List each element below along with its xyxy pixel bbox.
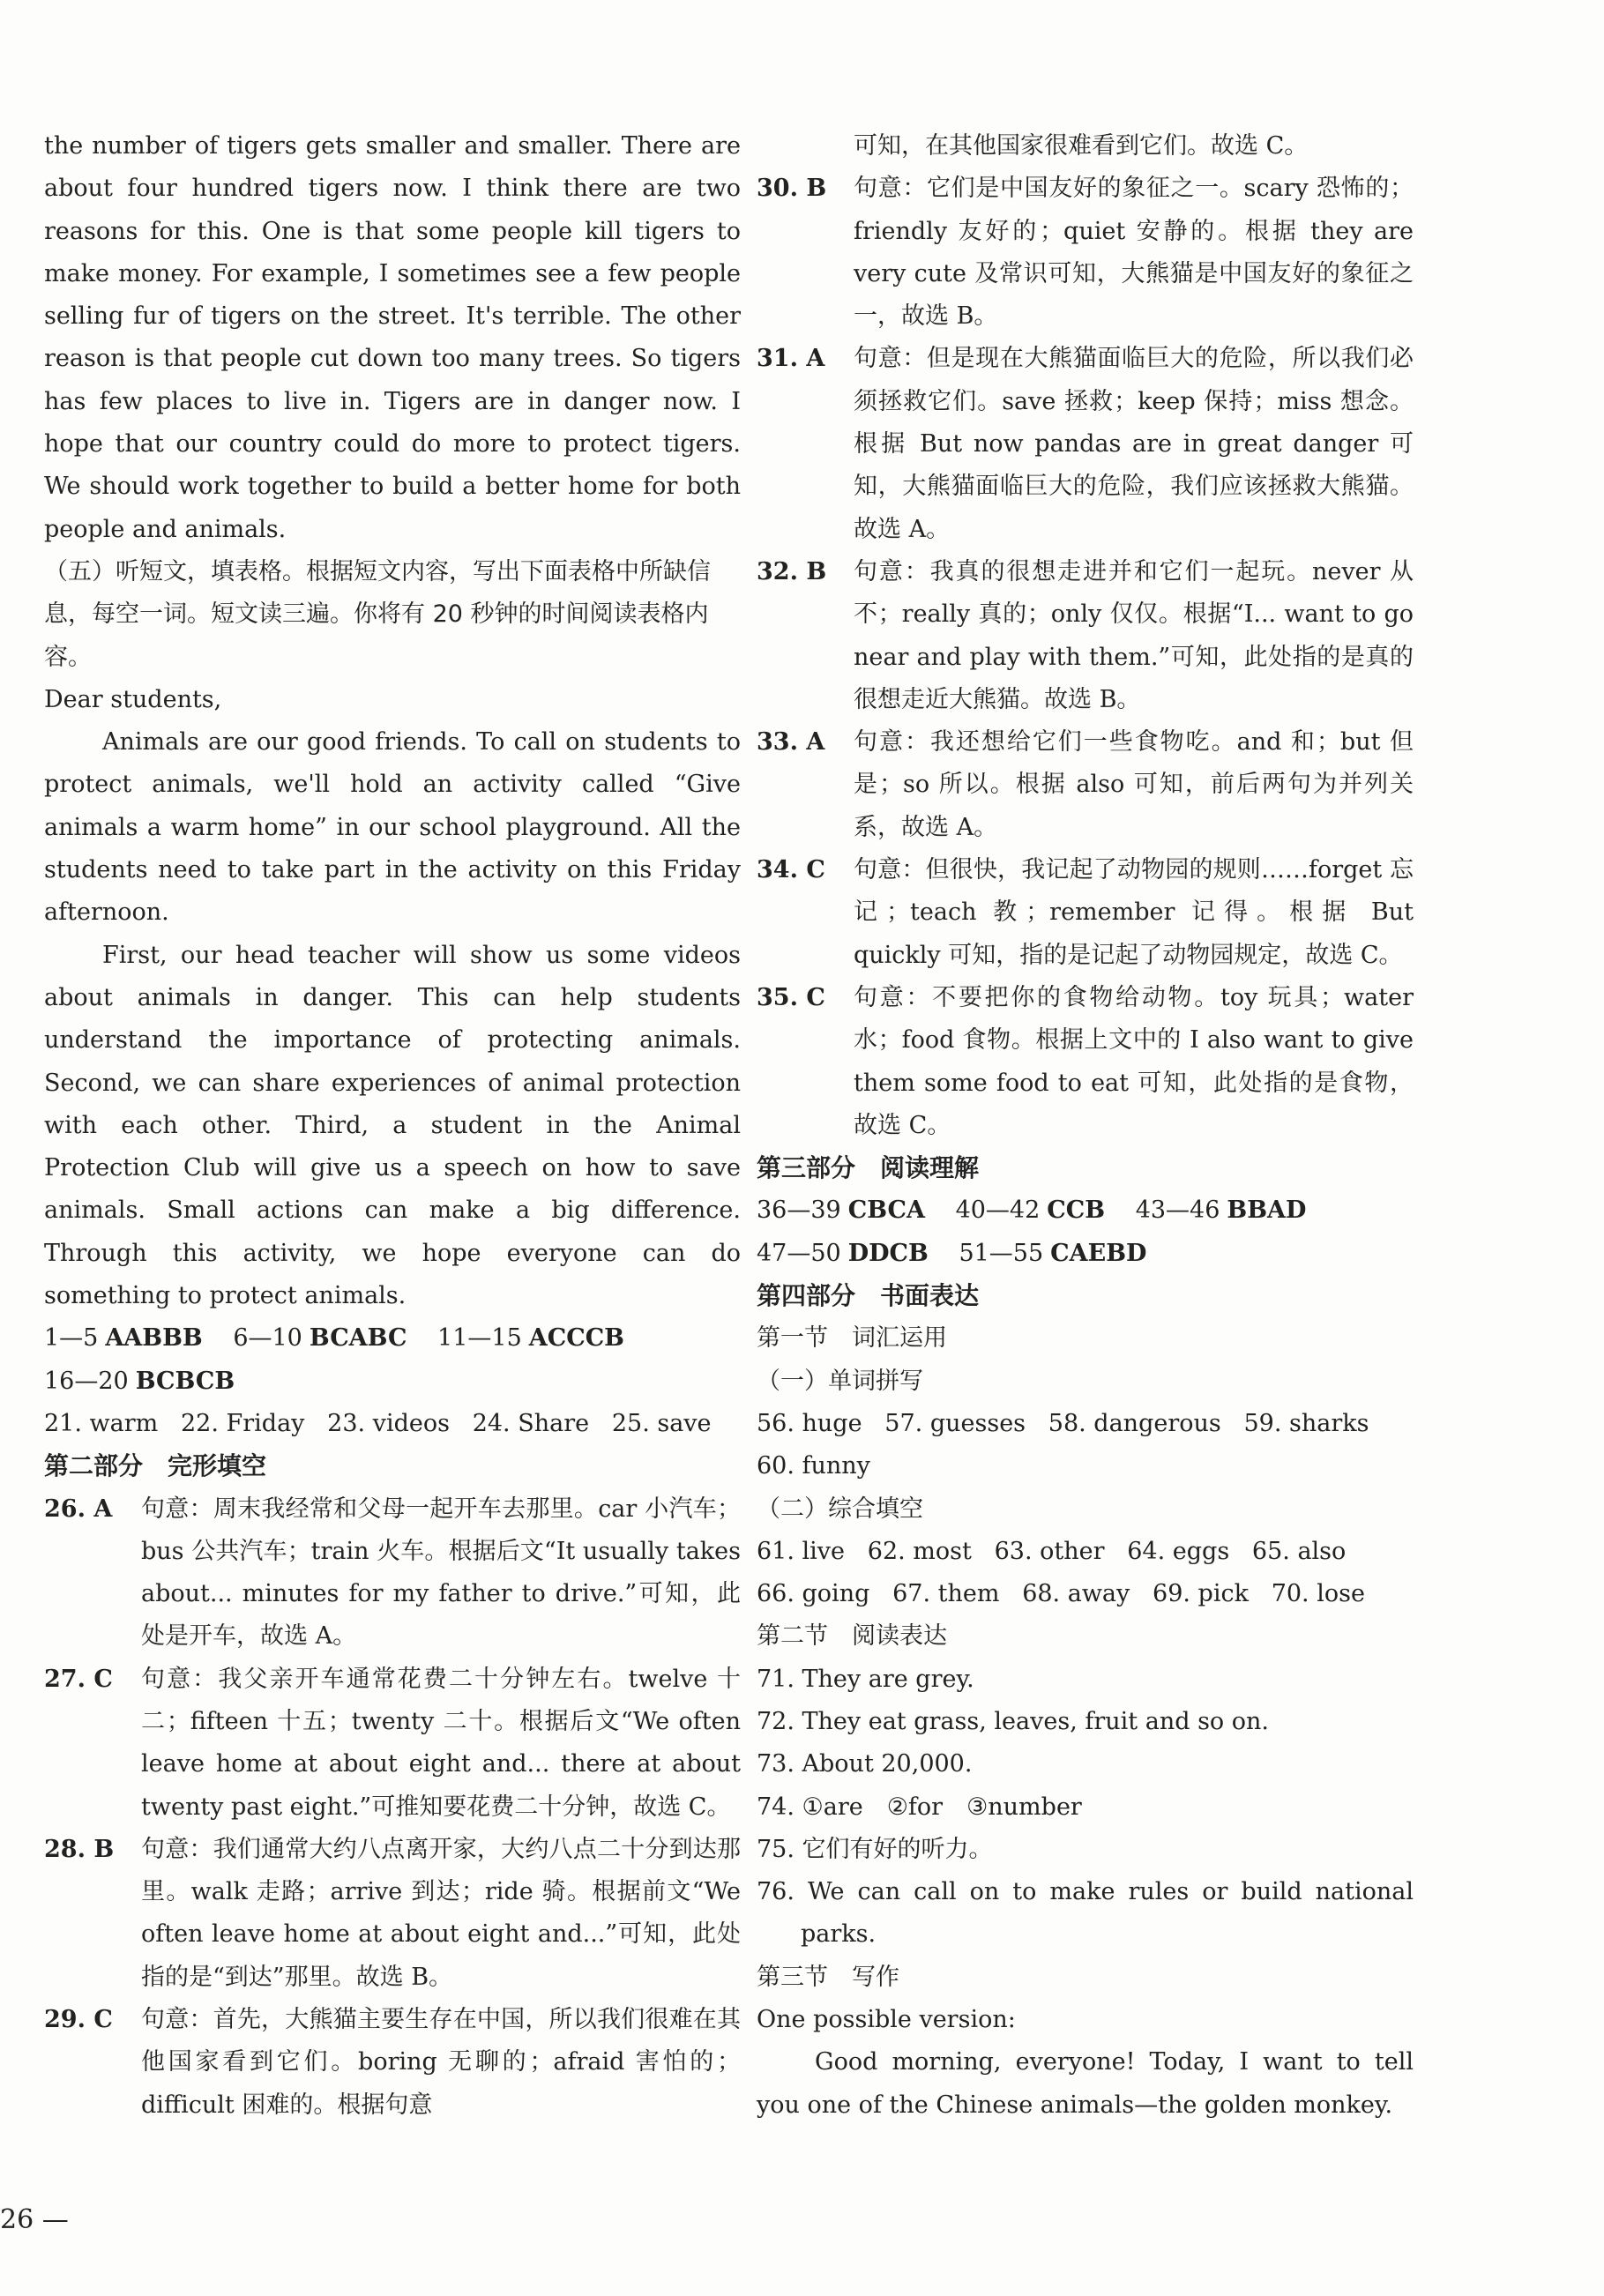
letter-paragraph-1: Animals are our good friends. To call on students to protect animals, we'll hold an activity called “Give animals a warm home” in our school playground. All the students need to take part in the activity on this Friday afternoon. [44,728,741,927]
section1-heading: 第一节 词汇运用 [757,1324,947,1353]
explanation-text: 句意：我真的很想走进并和它们一起玩。never 从不；really 真的；only 仅仅。根据“I... want to go near and play with them.”可知，此处指的是真的很想走近大熊猫。故选 B。 [854,557,1414,713]
explanation-27 [44,1659,741,1829]
explanation-text: 句意：我父亲开车通常花费二十分钟左右。twelve 十二；fifteen 十五；twenty 二十。根据后文“We often leave home at about eight and... there at about twenty past eight.”可推知要花费二十分钟，故选 C。 [141,1665,741,1821]
explanation-text: 句意：我们通常大约八点离开家，大约八点二十分到达那里。walk 走路；arrive 到达；ride 骑。根据前文“We often leave home at about eight and...”可知，此处指的是“到达”那里。故选 B。 [141,1835,741,1991]
explanation-35 [757,977,1414,1147]
reading-expr-72: 72. They eat grass, leaves, fruit and so on. [757,1707,1270,1735]
listening-passage: the number of tigers gets smaller and smaller. There are about four hundred tigers now. I think there are two reasons for this. One is that some people kill tigers to make money. For example, I sometimes see a few people selling fur of tigers on the street. It's terrible. The other reason is that people cut down too many trees. So tigers has few places to live in. Tigers are in danger now. I hope that our country could do more to protect tigers. We should work together to build a better home for both people and animals. [44,132,741,543]
reading-expr-74: 74. ①are ②for ③number [757,1793,1082,1821]
explanation-32 [757,551,1414,721]
question-number: 32. B [757,557,827,585]
explanation-text: 句意：它们是中国友好的象征之一。scary 恐怖的；friendly 友好的；quiet 安静的。根据 they are very cute 及常识可知，大熊猫是中国友好的象征之一，故选 B。 [854,175,1414,331]
explanation-33 [757,721,1414,849]
answer-group: 51—55 CAEBD [959,1239,1147,1267]
question-number: 35. C [757,983,825,1011]
question-number: 29. C [44,2006,113,2034]
explanation-text: 句意：但是现在大熊猫面临巨大的危险，所以我们必须拯救它们。save 拯救；keep 保持；miss 想念。根据 But now pandas are in great danger 可知，大熊猫面临巨大的危险，我们应该拯救大熊猫。故选 A。 [854,345,1414,543]
section5-instruction: （五）听短文，填表格。根据短文内容，写出下面表格中所缺信息，每空一词。短文读三遍。你将有 20 秒钟的时间阅读表格内容。 [44,557,711,671]
fill-answers: 21. warm 22. Friday 23. videos 24. Share 25. save [44,1409,712,1437]
explanation-26 [44,1488,741,1659]
question-number: 30. B [757,175,827,203]
writing-paragraph-1: Good morning, everyone! Today, I want to tell you one of the Chinese animals—the golden monkey. [757,2048,1414,2119]
explanation-28 [44,1829,741,1999]
answer-group: 11—15 ACCCB [437,1324,625,1353]
sub1-heading: （一）单词拼写 [757,1367,923,1395]
answer-group: 40—42 CCB [955,1196,1106,1225]
sub2-heading: （二）综合填空 [757,1495,923,1523]
part4-heading: 第四部分 书面表达 [757,1281,980,1311]
cloze-row-2: 66. going 67. them 68. away 69. pick 70. lose [757,1580,1365,1608]
answer-group: 1—5 AABBB [44,1324,203,1353]
question-number: 33. A [757,728,825,757]
answer-group: 16—20 BCBCB [44,1367,235,1395]
left-column [44,125,741,2127]
letter-paragraph-2: First, our head teacher will show us some videos about animals in danger. This can help students understand the importance of protecting animals. Second, we can share experiences of animal protection with each other. Third, a student in the Animal Protection Club will give us a speech on how to save animals. Small actions can make a big difference. Through this activity, we hope everyone can do something to protect animals. [44,941,741,1310]
explanation-30 [757,168,1414,338]
explanation-29-continued: 可知，在其他国家很难看到它们。故选 C。 [854,132,1309,160]
letter-salutation: Dear students, [44,685,222,713]
explanation-text: 句意：周末我经常和父母一起开车去那里。car 小汽车；bus 公共汽车；train 火车。根据后文“It usually takes about... minutes for my father to drive.”可知，此处是开车，故选 A。 [141,1495,741,1651]
answer-group: 47—50 DDCB [757,1239,929,1267]
question-number: 31. A [757,345,825,373]
reading-expr-75: 75. 它们有好的听力。 [757,1835,993,1863]
part2-heading: 第二部分 完形填空 [44,1451,267,1481]
explanation-34 [757,849,1414,977]
section2-heading: 第二节 阅读表达 [757,1622,947,1651]
writing-intro: One possible version: [757,2006,1016,2034]
section3-heading: 第三节 写作 [757,1963,899,1991]
reading-answers-row-1 [757,1189,1414,1232]
spelling-row-1: 56. huge 57. guesses 58. dangerous 59. sharks [757,1409,1369,1437]
answers-row-2 [44,1360,741,1403]
reading-expr-73: 73. About 20,000. [757,1750,973,1778]
reading-expr-76: 76. We can call on to make rules or build national parks. [757,1878,1414,1949]
question-number: 34. C [757,856,825,884]
answer-group: 6—10 BCABC [233,1324,407,1353]
right-column [757,125,1414,2127]
question-number: 26. A [44,1495,113,1523]
answer-group: 43—46 BBAD [1135,1196,1307,1225]
answer-group: 36—39 CBCA [757,1196,925,1225]
explanation-text: 句意：首先，大熊猫主要生存在中国，所以我们很难在其他国家看到它们。boring 无聊的；afraid 害怕的；difficult 困难的。根据句意 [141,2006,741,2119]
answers-row-1 [44,1317,741,1360]
page-number: 26 — [0,2204,69,2235]
explanation-text: 句意：但很快，我记起了动物园的规则……forget 忘记；teach 教；remember 记得。根据 But quickly 可知，指的是记起了动物园规定，故选 C。 [854,856,1414,969]
reading-answers-row-2 [757,1233,1414,1275]
cloze-row-1: 61. live 62. most 63. other 64. eggs 65. also [757,1537,1347,1565]
explanation-text: 句意：不要把你的食物给动物。toy 玩具；water 水；food 食物。根据上文中的 I also want to give them some food to eat 可知，此处指的是食物，故选 C。 [854,983,1414,1139]
question-number: 28. B [44,1835,115,1863]
explanation-text: 句意：我还想给它们一些食物吃。and 和；but 但是；so 所以。根据 also 可知，前后两句为并列关系，故选 A。 [854,728,1414,841]
reading-expr-71: 71. They are grey. [757,1665,974,1693]
explanation-31 [757,338,1414,550]
part3-heading: 第三部分 阅读理解 [757,1153,980,1183]
explanation-29 [44,1999,741,2127]
question-number: 27. C [44,1665,113,1693]
spelling-row-2: 60. funny [757,1452,870,1480]
